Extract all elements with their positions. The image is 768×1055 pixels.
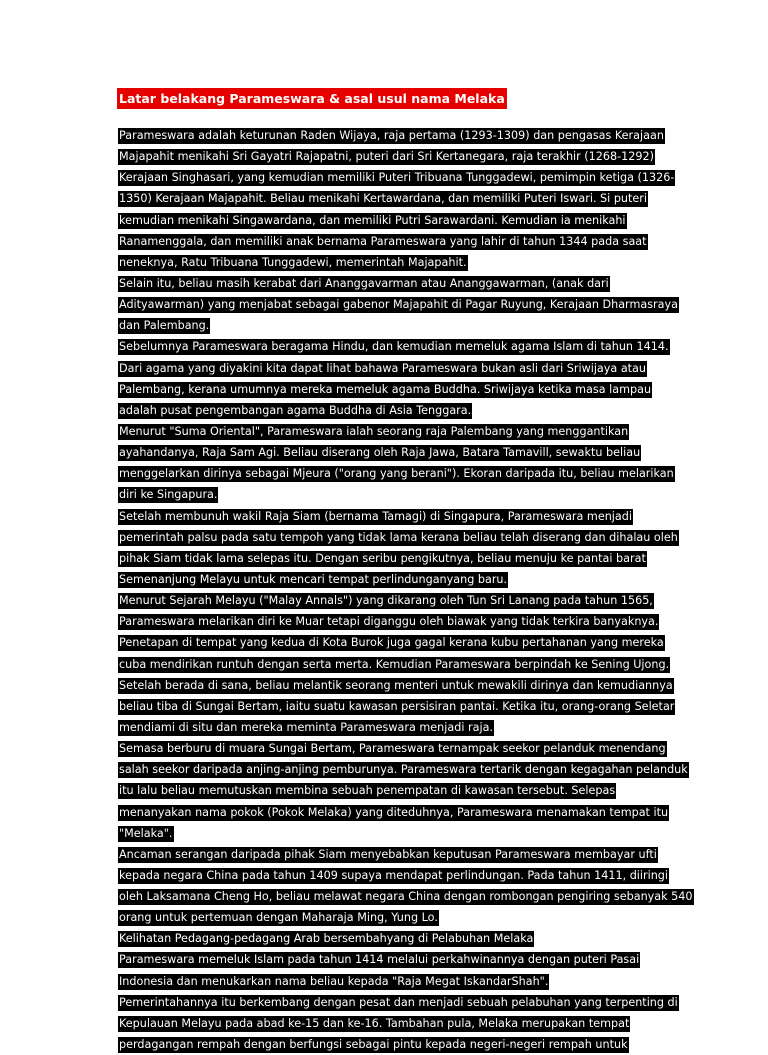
text-line <box>118 1013 646 1034</box>
text-line-content: perdagangan rempah dengan berfungsi sebagai pintu kepada negeri-negeri rempah untuk <box>119 1038 628 1052</box>
text-line <box>118 463 674 484</box>
text-line <box>118 611 659 632</box>
text-line <box>118 125 664 146</box>
text-line <box>118 632 664 653</box>
text-line <box>118 273 646 294</box>
text-line-content: Setelah berada di sana, beliau melantik seorang menteri untuk mewakili dirinya dan kemudiannya <box>119 678 673 692</box>
text-line-content: adalah pusat pengembangan agama Buddha di Asia Tenggara. <box>119 403 472 417</box>
text-line <box>118 675 673 696</box>
text-line-content: mendiami di situ dan mereka meminta Parameswara menjadi raja. <box>119 720 493 734</box>
text-line-content: Indonesia dan menukarkan nama beliau kepada "Raja Megat IskandarShah". <box>119 974 549 988</box>
text-line-content: Selain itu, beliau masih kerabat dari Ananggavarman atau Ananggawarman, (anak dari <box>119 276 609 290</box>
text-line-content: Majapahit menikahi Sri Gayatri Rajapatni, puteri dari Sri Kertanegara, raja terakhir (1268-1292) <box>119 150 655 164</box>
text-line <box>118 231 646 252</box>
text-line <box>118 992 678 1013</box>
text-line-content: itu lalu beliau memutuskan membina sebuah penempatan di kawasan tersebut. Selepas <box>119 784 616 798</box>
text-line-content: Semasa berburu di muara Sungai Bertam, Parameswara ternampak seekor pelanduk menendang <box>119 742 666 756</box>
text-line-content: Ancaman serangan daripada pihak Siam menyebabkan keputusan Parameswara membayar ufti <box>119 847 657 861</box>
text-line-content: diri ke Singapura. <box>119 488 218 502</box>
text-line-content: pemerintah palsu pada satu tempoh yang tidak lama kerana beliau telah diserang dan dihalau oleh <box>119 530 678 544</box>
text-line <box>118 738 666 759</box>
text-line <box>118 654 670 675</box>
text-line <box>118 358 646 379</box>
text-line-content: Menurut "Suma Oriental", Parameswara ialah seorang raja Palembang yang menggantikan <box>119 424 629 438</box>
text-line <box>118 146 655 167</box>
text-line <box>118 527 678 548</box>
text-line-content: beliau tiba di Sungai Bertam, iaitu suatu kawasan persisiran pantai. Ketika itu, orang-orang Seletar <box>119 699 675 713</box>
text-line-content: Kepulauan Melayu pada abad ke-15 dan ke-16. Tambahan pula, Melaka merupakan tempat <box>119 1016 630 1030</box>
text-line-content: Menurut Sejarah Melayu ("Malay Annals") yang dikarang oleh Tun Sri Lanang pada tahun 1565, <box>119 594 653 608</box>
text-line-content: kemudian menikahi Singawardana, dan memiliki Putri Sarawardani. Kemudian ia menikahi <box>119 213 626 227</box>
text-line <box>118 548 646 569</box>
text-line-content: "Melaka". <box>119 826 173 840</box>
text-line <box>118 696 675 717</box>
text-line <box>118 949 646 970</box>
text-line <box>118 717 646 738</box>
text-line <box>118 886 693 907</box>
text-line-content: neneknya, Ratu Tribuana Tunggadewi, memerintah Majapahit. <box>119 255 467 269</box>
text-line <box>118 400 646 421</box>
text-line <box>118 971 646 992</box>
text-line <box>118 823 646 844</box>
text-line-content: Kerajaan Singhasari, yang kemudian memiliki Puteri Tribuana Tunggadewi, pemimpin ketiga (1326- <box>119 171 675 185</box>
text-line <box>118 759 688 780</box>
text-line-content: Adityawarman) yang menjabat sebagai gabenor Majapahit di Pagar Ruyung, Kerajaan Dharmasraya <box>119 298 678 312</box>
text-line <box>118 442 646 463</box>
text-line-content: pihak Siam tidak lama selepas itu. Dengan seribu pengikutnya, beliau menuju ke pantai barat <box>119 551 646 565</box>
text-line <box>118 590 653 611</box>
text-line-content: menggelarkan dirinya sebagai Mjeura ("orang yang berani"). Ekoran daripada itu, beliau melarikan <box>119 467 674 481</box>
text-line-content: 1350) Kerajaan Majapahit. Beliau menikahi Kertawardana, dan memiliki Puteri Iswari. Si puteri <box>119 192 647 206</box>
text-line <box>118 315 646 336</box>
text-line <box>118 844 657 865</box>
text-line-content: menanyakan nama pokok (Pokok Melaka) yang diteduhnya, Parameswara menamakan tempat itu <box>119 805 669 819</box>
text-line <box>118 928 646 949</box>
text-line-content: kepada negara China pada tahun 1409 supaya mendapat perlindungan. Pada tahun 1411, diiringi <box>119 868 669 882</box>
text-line-content: oleh Laksamana Cheng Ho, beliau melawat negara China dengan rombongan pengiring sebanyak 540 <box>119 890 693 904</box>
text-line <box>118 865 669 886</box>
text-line <box>118 167 675 188</box>
text-line <box>118 484 646 505</box>
text-line <box>118 780 646 801</box>
text-line <box>118 188 646 209</box>
text-line-content: dan Palembang. <box>119 319 210 333</box>
text-line <box>118 907 646 928</box>
text-line <box>118 336 669 357</box>
document-title: Latar belakang Parameswara & asal usul nama Melaka <box>117 88 507 109</box>
text-line-content: Pemerintahannya itu berkembang dengan pesat dan menjadi sebuah pelabuhan yang terpenting di <box>119 995 678 1009</box>
text-line-content: Parameswara melarikan diri ke Muar tetapi diganggu oleh biawak yang tidak terkira banyaknya. <box>119 615 659 629</box>
text-line-content: ayahandanya, Raja Sam Agi. Beliau diserang oleh Raja Jawa, Batara Tamavill, sewaktu beliau <box>119 446 641 460</box>
text-line <box>118 379 652 400</box>
document-body <box>118 125 693 1055</box>
text-line-content: Parameswara memeluk Islam pada tahun 1414 melalui perkahwinannya dengan puteri Pasai <box>119 953 640 967</box>
text-line-content: cuba mendirikan runtuh dengan serta merta. Kemudian Parameswara berpindah ke Sening Ujong. <box>119 657 670 671</box>
text-line-content: Semenanjung Melayu untuk mencari tempat perlindunganyang baru. <box>119 572 508 586</box>
text-line-content: Kelihatan Pedagang-pedagang Arab bersembahyang di Pelabuhan Melaka <box>119 932 534 946</box>
text-line <box>118 210 646 231</box>
text-line <box>118 294 678 315</box>
text-line <box>118 1034 646 1055</box>
text-line-content: salah seekor daripada anjing-anjing pemburunya. Parameswara tertarik dengan kegagahan pelanduk <box>119 763 688 777</box>
text-line-content: Ranamenggala, dan memiliki anak bernama Parameswara yang lahir di tahun 1344 pada saat <box>119 234 647 248</box>
text-line <box>118 569 646 590</box>
text-line <box>118 421 646 442</box>
text-line <box>118 802 669 823</box>
text-line-content: Palembang, kerana umumnya mereka memeluk agama Buddha. Sriwijaya ketika masa lampau <box>119 382 652 396</box>
text-line <box>118 252 646 273</box>
text-line-content: Penetapan di tempat yang kedua di Kota Burok juga gagal kerana kubu pertahanan yang mereka <box>119 636 664 650</box>
text-line-content: Sebelumnya Parameswara beragama Hindu, dan kemudian memeluk agama Islam di tahun 1414. <box>119 340 669 354</box>
text-line <box>118 506 646 527</box>
text-line-content: Parameswara adalah keturunan Raden Wijaya, raja pertama (1293-1309) dan pengasas Kerajaan <box>119 129 664 142</box>
text-line-content: Setelah membunuh wakil Raja Siam (bernama Tamagi) di Singapura, Parameswara menjadi <box>119 509 632 523</box>
text-line-content: orang untuk pertemuan dengan Maharaja Ming, Yung Lo. <box>119 911 438 925</box>
text-line-content: Dari agama yang diyakini kita dapat lihat bahawa Parameswara bukan asli dari Sriwijaya atau <box>119 361 647 375</box>
